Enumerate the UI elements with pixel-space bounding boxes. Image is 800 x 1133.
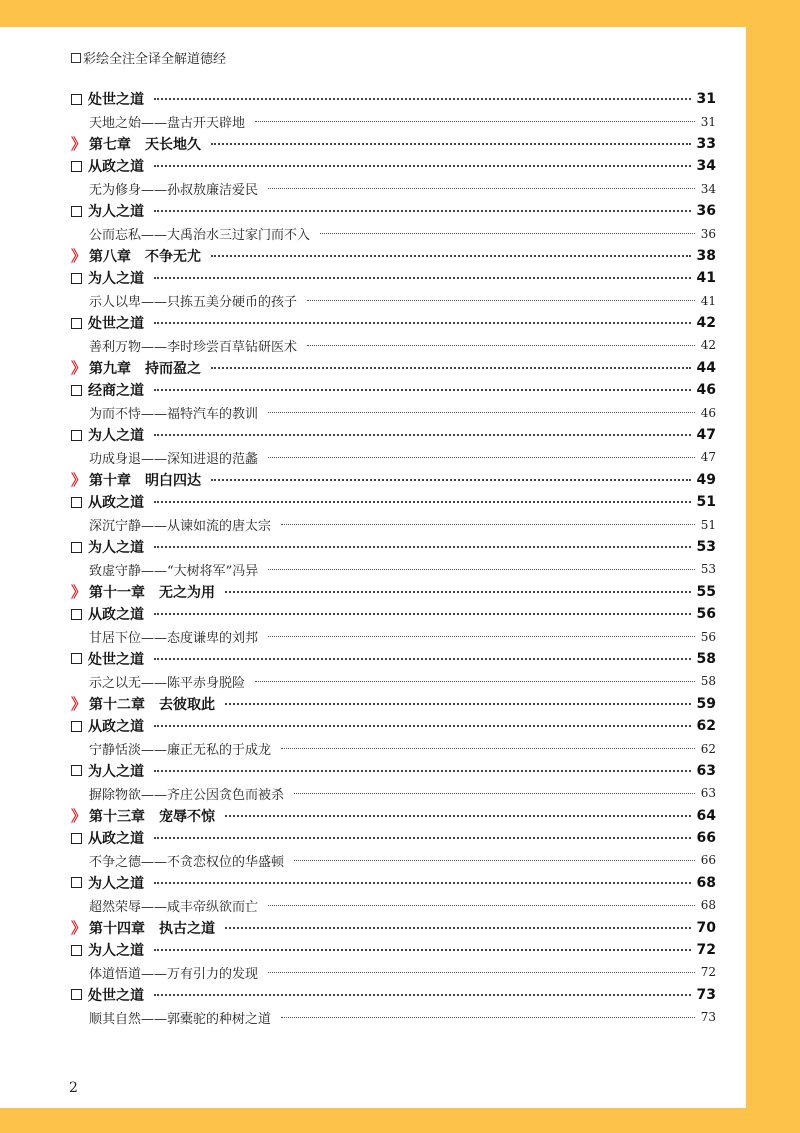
toc-page-number: 73 bbox=[700, 1010, 716, 1025]
toc-page-number: 73 bbox=[696, 986, 716, 1003]
toc-section-row[interactable] bbox=[71, 379, 716, 401]
toc-page-number: 70 bbox=[696, 919, 716, 936]
dot-leader bbox=[225, 591, 691, 593]
toc-entry-title: 从政之道 bbox=[88, 719, 144, 736]
dot-leader bbox=[211, 143, 691, 145]
checkbox-square-icon bbox=[71, 318, 82, 329]
toc-entry-title: 甘居下位——态度谦卑的刘邦 bbox=[89, 631, 259, 647]
toc-entry-title: 体道悟道——万有引力的发现 bbox=[89, 966, 259, 982]
toc-story-row[interactable] bbox=[71, 961, 716, 983]
toc-chapter-row[interactable] bbox=[71, 581, 716, 603]
toc-story-row[interactable] bbox=[71, 894, 716, 916]
dot-leader bbox=[154, 322, 691, 324]
dot-leader bbox=[154, 613, 691, 615]
dot-leader bbox=[154, 770, 691, 772]
running-header bbox=[71, 48, 226, 67]
dot-leader bbox=[154, 389, 691, 391]
toc-entry-title: 无为修身——孙叔敖廉洁爱民 bbox=[89, 183, 259, 199]
toc-entry-title: 天地之始——盘古开天辟地 bbox=[89, 116, 246, 132]
toc-story-row[interactable] bbox=[71, 513, 716, 535]
toc-page-number: 42 bbox=[696, 315, 716, 332]
toc-page-number: 58 bbox=[696, 650, 716, 667]
toc-entry-title: 第九章 持而盈之 bbox=[89, 360, 201, 377]
toc-section-row[interactable] bbox=[71, 984, 716, 1006]
toc-story-row[interactable] bbox=[71, 290, 716, 312]
toc-chapter-row[interactable] bbox=[71, 133, 716, 155]
toc-entry-title: 第十四章 执古之道 bbox=[89, 920, 215, 937]
checkbox-square-icon bbox=[71, 161, 82, 172]
checkbox-square-icon bbox=[71, 542, 82, 553]
toc-story-row[interactable] bbox=[71, 1006, 716, 1028]
toc-entry-title: 从政之道 bbox=[88, 159, 144, 176]
checkbox-square-icon bbox=[71, 385, 82, 396]
toc-entry-title: 公而忘私——大禹治水三过家门而不入 bbox=[89, 228, 311, 244]
book-title: 彩绘全注全译全解道德经 bbox=[83, 52, 227, 67]
checkbox-square-icon bbox=[71, 989, 82, 1000]
toc-story-row[interactable] bbox=[71, 334, 716, 356]
toc-page-number: 68 bbox=[700, 898, 716, 913]
toc-page-number: 53 bbox=[700, 562, 716, 577]
toc-section-row[interactable] bbox=[71, 536, 716, 558]
toc-page-number: 34 bbox=[700, 181, 716, 196]
toc-page-number: 34 bbox=[696, 158, 716, 175]
toc-page-number: 72 bbox=[696, 942, 716, 959]
toc-page-number: 63 bbox=[700, 786, 716, 801]
dot-leader bbox=[154, 210, 691, 212]
page bbox=[0, 27, 746, 1108]
toc-story-row[interactable] bbox=[71, 222, 716, 244]
toc-page-number: 46 bbox=[696, 382, 716, 399]
toc-entry-title: 第十章 明白四达 bbox=[89, 472, 201, 489]
toc-section-row[interactable] bbox=[71, 715, 716, 737]
toc-story-row[interactable] bbox=[71, 670, 716, 692]
checkbox-square-icon bbox=[71, 765, 82, 776]
toc-page-number: 47 bbox=[696, 427, 716, 444]
toc-entry-title: 功成身退——深知进退的范蠡 bbox=[89, 451, 259, 467]
toc-entry-title: 为人之道 bbox=[88, 763, 144, 780]
toc-page-number: 63 bbox=[696, 762, 716, 779]
toc-section-row[interactable] bbox=[71, 491, 716, 513]
toc-chapter-row[interactable] bbox=[71, 693, 716, 715]
dot-leader bbox=[268, 457, 695, 458]
toc-section-row[interactable] bbox=[71, 872, 716, 894]
toc-section-row[interactable] bbox=[71, 155, 716, 177]
toc-page-number: 64 bbox=[696, 807, 716, 824]
toc-story-row[interactable] bbox=[71, 558, 716, 580]
toc-entry-title: 善利万物——李时珍尝百草钻研医术 bbox=[89, 339, 298, 355]
toc-entry-title: 顺其自然——郭橐驼的种树之道 bbox=[89, 1011, 272, 1027]
chevron-right-icon: 》 bbox=[71, 919, 87, 938]
checkbox-square-icon bbox=[71, 273, 82, 284]
dot-leader bbox=[154, 98, 691, 100]
dot-leader bbox=[255, 681, 695, 682]
toc-page-number: 47 bbox=[700, 450, 716, 465]
toc-story-row[interactable] bbox=[71, 782, 716, 804]
toc-entry-title: 从政之道 bbox=[88, 495, 144, 512]
toc-entry-title: 深沉宁静——从谏如流的唐太宗 bbox=[89, 519, 272, 535]
toc-entry-title: 为人之道 bbox=[88, 540, 144, 556]
toc-page-number: 41 bbox=[696, 270, 716, 287]
dot-leader bbox=[211, 367, 691, 369]
dot-leader bbox=[154, 501, 691, 503]
toc-entry-title: 宁静恬淡——廉正无私的于成龙 bbox=[89, 743, 272, 759]
toc-entry-title: 为人之道 bbox=[88, 875, 144, 892]
toc-page-number: 36 bbox=[696, 203, 716, 220]
toc-page-number: 62 bbox=[700, 741, 716, 756]
dot-leader bbox=[307, 300, 695, 301]
toc-page-number: 62 bbox=[696, 718, 716, 735]
dot-leader bbox=[281, 748, 695, 749]
toc-page-number: 42 bbox=[700, 338, 716, 353]
toc-page-number: 56 bbox=[696, 606, 716, 623]
dot-leader bbox=[154, 434, 691, 436]
toc-entry-title: 为人之道 bbox=[88, 204, 144, 221]
toc-page-number: 66 bbox=[696, 830, 716, 847]
dot-leader bbox=[211, 255, 691, 257]
toc-section-row[interactable] bbox=[71, 312, 716, 334]
toc-entry-title: 处世之道 bbox=[88, 651, 144, 668]
toc-entry-title: 第十三章 宠辱不惊 bbox=[89, 808, 215, 825]
page-number: 2 bbox=[69, 1080, 78, 1096]
toc-chapter-row[interactable] bbox=[71, 805, 716, 827]
toc-page-number: 44 bbox=[696, 359, 716, 376]
toc-entry-title: 为人之道 bbox=[88, 428, 144, 445]
toc-entry-title: 第八章 不争无尤 bbox=[89, 248, 201, 265]
toc-entry-title: 经商之道 bbox=[88, 383, 144, 400]
toc-page-number: 31 bbox=[696, 91, 716, 108]
checkbox-square-icon bbox=[71, 833, 82, 844]
toc-entry-title: 第十一章 无之为用 bbox=[89, 584, 215, 601]
toc-page-number: 66 bbox=[700, 853, 716, 868]
dot-leader bbox=[268, 412, 695, 413]
toc-entry-title: 第十二章 去彼取此 bbox=[89, 696, 215, 713]
chevron-right-icon: 》 bbox=[71, 247, 87, 266]
dot-leader bbox=[225, 703, 691, 705]
dot-leader bbox=[154, 277, 691, 279]
checkbox-square-icon bbox=[71, 53, 81, 63]
toc-page-number: 38 bbox=[696, 247, 716, 264]
toc-entry-title: 从政之道 bbox=[88, 831, 144, 848]
checkbox-square-icon bbox=[71, 94, 82, 105]
toc-chapter-row[interactable] bbox=[71, 245, 716, 267]
toc-story-row[interactable] bbox=[71, 446, 716, 468]
toc-section-row[interactable] bbox=[71, 424, 716, 446]
dot-leader bbox=[268, 972, 695, 973]
dot-leader bbox=[154, 725, 691, 727]
dot-leader bbox=[154, 882, 691, 884]
toc-story-row[interactable] bbox=[71, 737, 716, 759]
toc-page-number: 72 bbox=[700, 965, 716, 980]
dot-leader bbox=[307, 345, 695, 346]
toc-page-number: 53 bbox=[696, 539, 716, 555]
checkbox-square-icon bbox=[71, 721, 82, 732]
dot-leader bbox=[281, 1017, 695, 1018]
dot-leader bbox=[225, 927, 691, 929]
dot-leader bbox=[255, 121, 695, 122]
toc-chapter-row[interactable] bbox=[71, 357, 716, 379]
dot-leader bbox=[154, 949, 691, 951]
toc-section-row[interactable] bbox=[71, 827, 716, 849]
toc-entry-title: 致虚守静——“大树将军”冯异 bbox=[89, 563, 259, 579]
dot-leader bbox=[154, 658, 691, 660]
toc-entry-title: 示之以无——陈平赤身脱险 bbox=[89, 675, 246, 691]
chevron-right-icon: 》 bbox=[71, 135, 87, 154]
dot-leader bbox=[268, 905, 695, 906]
toc-story-row[interactable] bbox=[71, 401, 716, 423]
dot-leader bbox=[320, 233, 695, 234]
toc-entry-title: 示人以卑——只拣五美分硬币的孩子 bbox=[89, 295, 298, 311]
toc-story-row[interactable] bbox=[71, 625, 716, 647]
toc-page-number: 46 bbox=[700, 405, 716, 420]
toc-page-number: 58 bbox=[700, 674, 716, 689]
chevron-right-icon: 》 bbox=[71, 471, 87, 490]
toc-page-number: 31 bbox=[700, 114, 716, 129]
toc-chapter-row[interactable] bbox=[71, 916, 716, 938]
chevron-right-icon: 》 bbox=[71, 359, 87, 378]
checkbox-square-icon bbox=[71, 206, 82, 217]
chevron-right-icon: 》 bbox=[71, 583, 87, 602]
chevron-right-icon: 》 bbox=[71, 807, 87, 826]
checkbox-square-icon bbox=[71, 430, 82, 441]
toc-entry-title: 为而不恃——福特汽车的教训 bbox=[89, 407, 259, 423]
toc-page-number: 36 bbox=[700, 226, 716, 241]
dot-leader bbox=[281, 524, 695, 525]
toc-section-row[interactable] bbox=[71, 267, 716, 289]
checkbox-square-icon bbox=[71, 497, 82, 508]
dot-leader bbox=[154, 546, 691, 548]
checkbox-square-icon bbox=[71, 877, 82, 888]
toc-story-row[interactable] bbox=[71, 849, 716, 871]
toc-page-number: 51 bbox=[700, 517, 716, 532]
toc-entry-title: 处世之道 bbox=[88, 316, 144, 333]
toc-section-row[interactable] bbox=[71, 648, 716, 670]
toc-entry-title: 为人之道 bbox=[88, 943, 144, 960]
toc-story-row[interactable] bbox=[71, 110, 716, 132]
checkbox-square-icon bbox=[71, 609, 82, 620]
chevron-right-icon: 》 bbox=[71, 695, 87, 714]
toc-section-row[interactable] bbox=[71, 760, 716, 782]
toc-page-number: 55 bbox=[696, 583, 716, 600]
toc-page-number: 68 bbox=[696, 874, 716, 891]
toc-story-row[interactable] bbox=[71, 178, 716, 200]
dot-leader bbox=[268, 636, 695, 637]
toc-page-number: 59 bbox=[696, 695, 716, 712]
toc-entry-title: 处世之道 bbox=[88, 92, 144, 109]
toc-section-row[interactable] bbox=[71, 603, 716, 625]
dot-leader bbox=[154, 837, 691, 839]
dot-leader bbox=[154, 994, 691, 996]
toc-chapter-row[interactable] bbox=[71, 469, 716, 491]
table-of-contents bbox=[71, 88, 716, 1028]
toc-entry-title: 超然荣辱——咸丰帝纵欲而亡 bbox=[89, 899, 259, 915]
checkbox-square-icon bbox=[71, 945, 82, 956]
toc-page-number: 51 bbox=[696, 494, 716, 511]
checkbox-square-icon bbox=[71, 653, 82, 664]
toc-page-number: 49 bbox=[696, 471, 716, 488]
toc-entry-title: 处世之道 bbox=[88, 987, 144, 1004]
dot-leader bbox=[268, 569, 694, 570]
dot-leader bbox=[211, 479, 691, 481]
dot-leader bbox=[225, 815, 691, 817]
toc-page-number: 41 bbox=[700, 293, 716, 308]
toc-entry-title: 为人之道 bbox=[88, 271, 144, 288]
toc-section-row[interactable] bbox=[71, 200, 716, 222]
toc-entry-title: 不争之德——不贪恋权位的华盛顿 bbox=[89, 854, 285, 870]
toc-section-row[interactable] bbox=[71, 939, 716, 961]
toc-section-row[interactable] bbox=[71, 88, 716, 110]
toc-page-number: 33 bbox=[696, 135, 716, 152]
dot-leader bbox=[268, 188, 695, 189]
toc-entry-title: 摒除物欲——齐庄公因贪色而被杀 bbox=[89, 787, 285, 803]
dot-leader bbox=[154, 165, 691, 167]
dot-leader bbox=[294, 793, 695, 794]
dot-leader bbox=[294, 860, 695, 861]
toc-page-number: 56 bbox=[700, 629, 716, 644]
toc-entry-title: 第七章 天长地久 bbox=[89, 136, 201, 153]
toc-entry-title: 从政之道 bbox=[88, 607, 144, 624]
